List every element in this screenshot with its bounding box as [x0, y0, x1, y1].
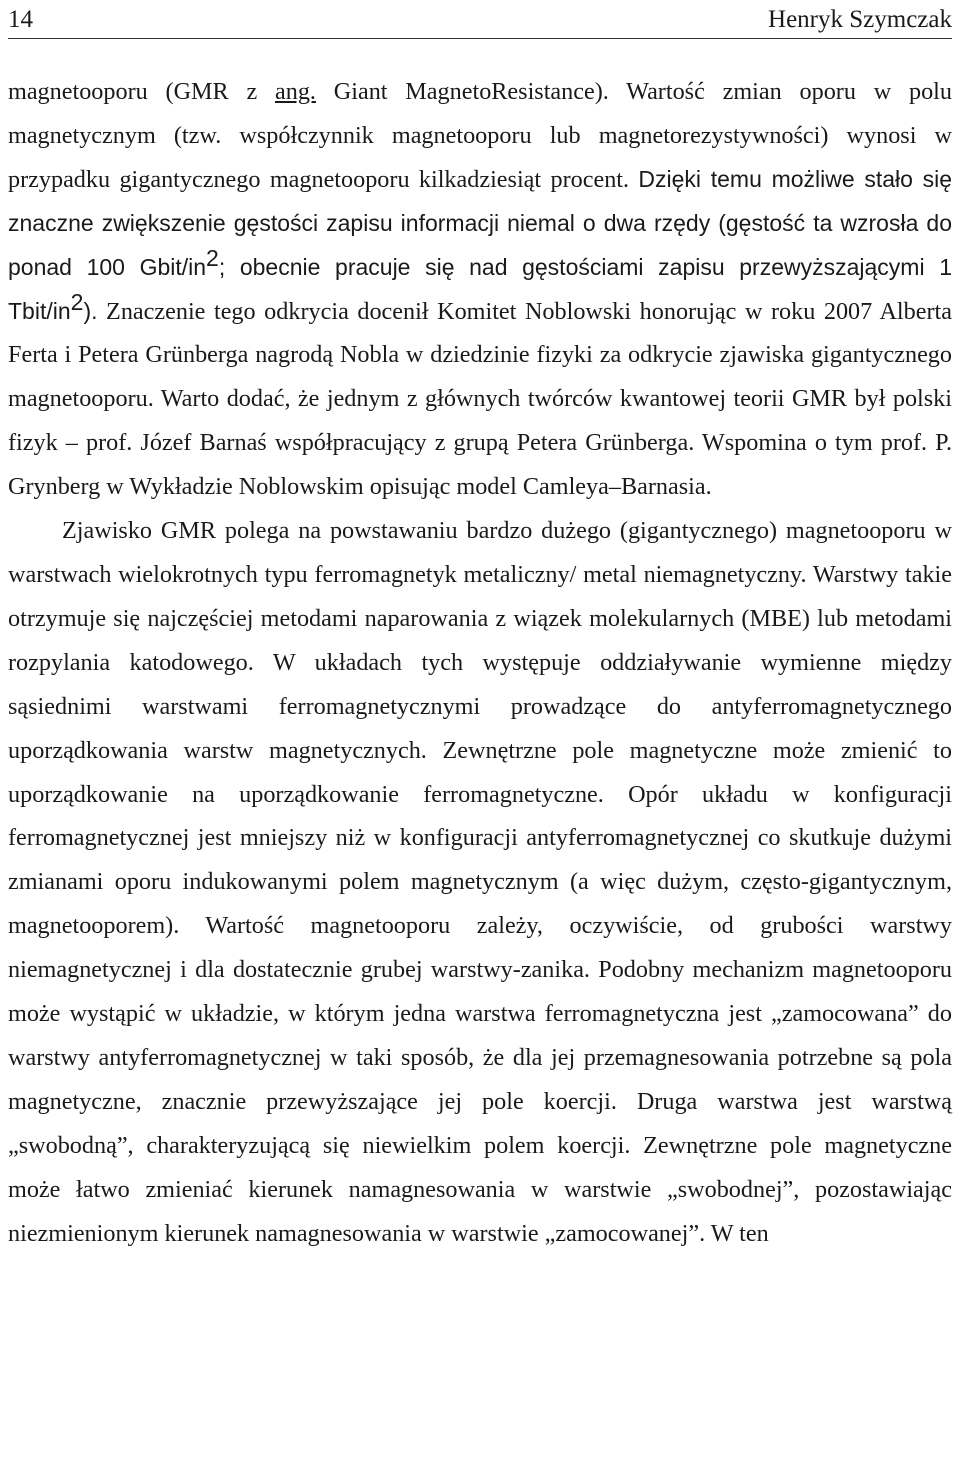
text-span-sans: ; obecnie pracuje się nad gęstościami zapisu przewyższającymi 1 Tbit/in — [8, 253, 952, 324]
term-magnetooporu: magnetooporu — [8, 78, 148, 105]
text-span-sans: Dzięki temu możliwe stało się znaczne zwiększenie gęstości zapisu informacji niemal o dwa rzędy (gęstość ta wzrosła do ponad 100 Gbit/in — [8, 165, 953, 280]
text-span: Giant MagnetoResistance). Wartość zmian oporu w polu magnetycznym (tzw. współczynnik magnetooporu lub magnetorezystywności) wynosi w przypadku gigantycznego magnetooporu kilkadziesiąt procent. — [8, 78, 952, 193]
paragraph-2: Zjawisko GMR polega na powstawaniu bardzo dużego (gigantycznego) magnetooporu w warstwach wielokrotnych typu ferromagnetyk metaliczny/ metal niemagnetyczny. Warstwy takie otrzymuje się najczęściej metodami naparowania z wiązek molekularnych (MBE) lub metodami rozpylania katodowego. W układach tych występuje oddziaływanie wymienne między sąsiednimi warstwami ferromagnetycznymi prowadzące do antyferromagnetycznego uporządkowania warstw magnetycznych. Zewnętrzne pole magnetyczne może zmienić to uporządkowanie na uporządkowanie ferromagnetyczne. Opór układu w konfiguracji ferromagnetycznej jest mniejszy niż w konfiguracji antyferromagnetycznej co skutkuje dużymi zmianami oporu indukowanymi polem magnetycznym (a więc dużym, często-gigantycznym, magnetooporem). Wartość magnetooporu zależy, oczywiście, od grubości warstwy niemagnetycznej i dla dostatecznie grubej warstwy-zanika. Podobny mechanizm magnetooporu może wystąpić w układzie, w którym jedna warstwa ferromagnetyczna jest „zamocowana” do warstwy antyferromagnetycznej w taki sposób, że dla jej przemagnesowania potrzebne są pola magnetyczne, znacznie przewyższające jej pole koercji. Druga warstwa jest warstwą „swobodną”, charakteryzującą się niewielkim polem koercji. Zewnętrzne pole magnetyczne może łatwo zmieniać kierunek namagnesowania w warstwie „swobodnej”, pozostawiając niezmienionym kierunek namagnesowania w warstwie „zamocowanej”. W ten — [8, 517, 952, 1247]
text-span: (GMR z — [147, 78, 275, 105]
link-ang[interactable]: ang. — [275, 78, 316, 105]
paragraph-1 — [8, 70, 952, 509]
superscript: 2 — [70, 288, 84, 315]
page-number: 14 — [8, 6, 33, 33]
text-span-sans: ). — [83, 297, 98, 324]
page-header — [8, 0, 952, 39]
running-head-author: Henryk Szymczak — [768, 6, 952, 33]
body-text — [8, 70, 952, 1255]
superscript: 2 — [206, 244, 219, 271]
text-span: Znaczenie tego odkrycia docenił Komitet Noblowski honorując w roku 2007 Alberta Ferta i Petera Grünberga nagrodą Nobla w dziedzinie fizyki za odkrycie zjawiska gigantycznego magnetooporu. Warto dodać, że jednym z głównych twórców kwantowej teorii GMR był polski fizyk – prof. Józef Barnaś współpracujący z grupą Petera Grünberga. Wspomina o tym prof. P. Grynberg w Wykładzie Noblowskim opisując model Camleya–Barnasia. — [8, 297, 952, 501]
